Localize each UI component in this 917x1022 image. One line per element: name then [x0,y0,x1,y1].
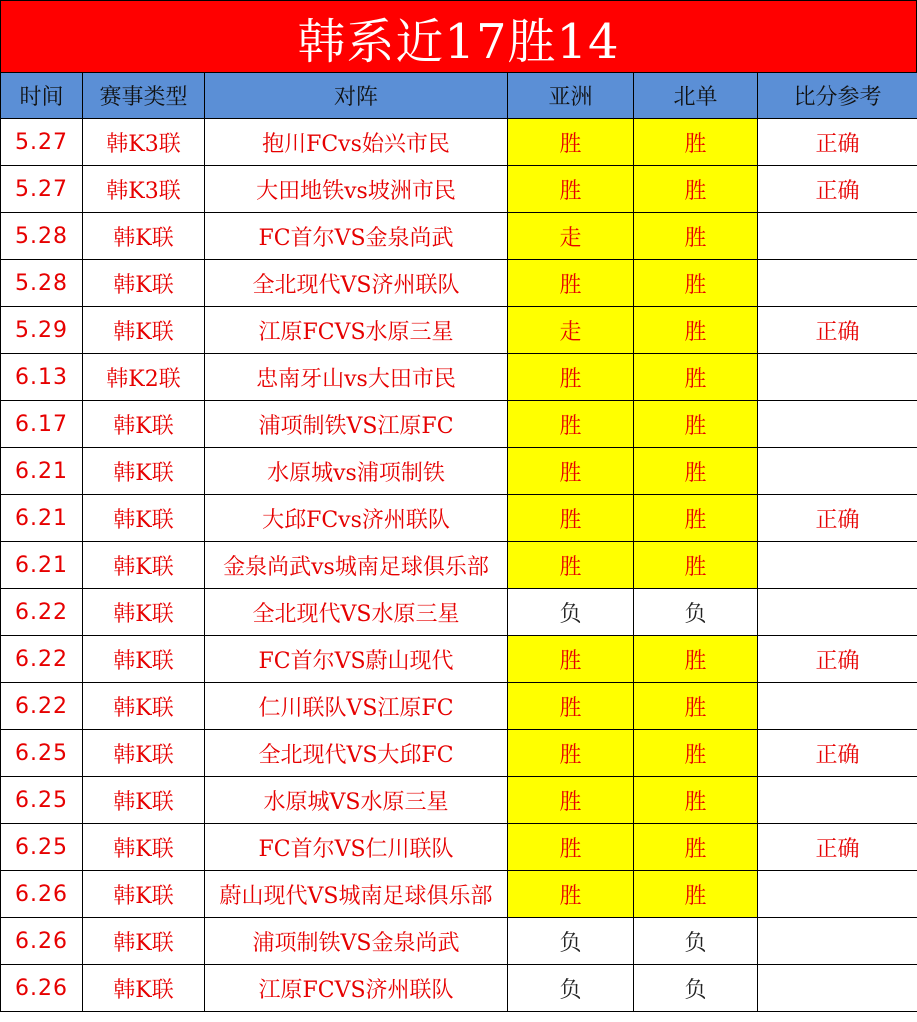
match-cell: 浦项制铁VS金泉尚武 [205,918,508,965]
match-cell: 全北现代VS大邱FC [205,730,508,777]
date-cell: 6.13 [1,354,83,401]
beidan-result-cell: 胜 [634,495,758,542]
score-ref-cell [758,777,917,824]
table-row [1,777,917,824]
beidan-result-cell: 胜 [634,636,758,683]
table-row [1,730,917,777]
beidan-result-cell: 胜 [634,213,758,260]
match-cell: 全北现代VS水原三星 [205,589,508,636]
results-table [0,72,917,1012]
match-cell: 金泉尚武vs城南足球俱乐部 [205,542,508,589]
date-cell: 6.22 [1,589,83,636]
score-ref-cell [758,683,917,730]
beidan-result-cell: 胜 [634,354,758,401]
date-cell: 6.22 [1,636,83,683]
score-ref-cell [758,965,917,1012]
date-cell: 6.25 [1,824,83,871]
league-type-cell: 韩K联 [83,495,205,542]
date-cell: 6.21 [1,495,83,542]
match-cell: 仁川联队VS江原FC [205,683,508,730]
beidan-result-cell: 胜 [634,542,758,589]
table-row [1,213,917,260]
asia-result-cell: 胜 [508,495,634,542]
asia-result-cell: 胜 [508,824,634,871]
score-ref-cell: 正确 [758,730,917,777]
match-cell: FC首尔VS仁川联队 [205,824,508,871]
asia-result-cell: 胜 [508,260,634,307]
date-cell: 5.27 [1,119,83,166]
score-ref-cell: 正确 [758,495,917,542]
league-type-cell: 韩K联 [83,636,205,683]
date-cell: 6.17 [1,401,83,448]
asia-result-cell: 胜 [508,448,634,495]
league-type-cell: 韩K3联 [83,166,205,213]
table-row [1,401,917,448]
score-ref-cell [758,354,917,401]
asia-result-cell: 胜 [508,401,634,448]
match-cell: 蔚山现代VS城南足球俱乐部 [205,871,508,918]
date-cell: 6.22 [1,683,83,730]
match-cell: 大田地铁vs坡洲市民 [205,166,508,213]
match-cell: 江原FCVS济州联队 [205,965,508,1012]
asia-result-cell: 走 [508,213,634,260]
date-cell: 5.29 [1,307,83,354]
asia-result-cell: 胜 [508,354,634,401]
date-cell: 5.27 [1,166,83,213]
league-type-cell: 韩K联 [83,448,205,495]
table-row [1,636,917,683]
league-type-cell: 韩K联 [83,965,205,1012]
match-cell: 浦项制铁VS江原FC [205,401,508,448]
match-cell: 大邱FCvs济州联队 [205,495,508,542]
score-ref-cell [758,542,917,589]
beidan-result-cell: 负 [634,965,758,1012]
date-cell: 6.25 [1,730,83,777]
date-cell: 6.25 [1,777,83,824]
league-type-cell: 韩K联 [83,260,205,307]
score-ref-cell: 正确 [758,166,917,213]
table-row [1,166,917,213]
league-type-cell: 韩K联 [83,589,205,636]
beidan-result-cell: 胜 [634,871,758,918]
date-cell: 6.21 [1,448,83,495]
league-type-cell: 韩K联 [83,918,205,965]
score-ref-cell: 正确 [758,307,917,354]
league-type-cell: 韩K联 [83,401,205,448]
table-row [1,354,917,401]
table-row [1,307,917,354]
header-beidan: 北单 [634,73,758,119]
table-row [1,918,917,965]
league-type-cell: 韩K联 [83,730,205,777]
table-row [1,495,917,542]
league-type-cell: 韩K联 [83,871,205,918]
match-cell: 全北现代VS济州联队 [205,260,508,307]
score-ref-cell [758,589,917,636]
beidan-result-cell: 胜 [634,166,758,213]
score-ref-cell [758,871,917,918]
asia-result-cell: 胜 [508,166,634,213]
match-cell: 忠南牙山vs大田市民 [205,354,508,401]
score-ref-cell [758,918,917,965]
beidan-result-cell: 胜 [634,683,758,730]
asia-result-cell: 胜 [508,871,634,918]
table-row [1,542,917,589]
header-type: 赛事类型 [83,73,205,119]
date-cell: 5.28 [1,213,83,260]
beidan-result-cell: 胜 [634,307,758,354]
table-row [1,448,917,495]
score-ref-cell: 正确 [758,119,917,166]
score-ref-cell [758,401,917,448]
asia-result-cell: 胜 [508,683,634,730]
match-cell: 江原FCVS水原三星 [205,307,508,354]
beidan-result-cell: 胜 [634,260,758,307]
table-row [1,589,917,636]
asia-result-cell: 负 [508,589,634,636]
date-cell: 6.26 [1,965,83,1012]
header-score-ref: 比分参考 [758,73,917,119]
score-ref-cell: 正确 [758,636,917,683]
league-type-cell: 韩K联 [83,683,205,730]
table-body [1,119,917,1012]
asia-result-cell: 负 [508,918,634,965]
league-type-cell: 韩K联 [83,542,205,589]
date-cell: 6.26 [1,918,83,965]
beidan-result-cell: 胜 [634,448,758,495]
date-cell: 5.28 [1,260,83,307]
asia-result-cell: 胜 [508,777,634,824]
date-cell: 6.26 [1,871,83,918]
header-match: 对阵 [205,73,508,119]
table-row [1,824,917,871]
match-cell: FC首尔VS蔚山现代 [205,636,508,683]
league-type-cell: 韩K联 [83,824,205,871]
header-row [1,73,917,119]
table-row [1,871,917,918]
league-type-cell: 韩K3联 [83,119,205,166]
asia-result-cell: 走 [508,307,634,354]
asia-result-cell: 负 [508,965,634,1012]
asia-result-cell: 胜 [508,119,634,166]
score-ref-cell [758,213,917,260]
asia-result-cell: 胜 [508,636,634,683]
header-date: 时间 [1,73,83,119]
asia-result-cell: 胜 [508,542,634,589]
table-row [1,260,917,307]
table-header [1,73,917,119]
asia-result-cell: 胜 [508,730,634,777]
league-type-cell: 韩K2联 [83,354,205,401]
score-ref-cell [758,260,917,307]
table-row [1,119,917,166]
league-type-cell: 韩K联 [83,213,205,260]
beidan-result-cell: 胜 [634,824,758,871]
league-type-cell: 韩K联 [83,777,205,824]
score-ref-cell: 正确 [758,824,917,871]
beidan-result-cell: 负 [634,589,758,636]
match-cell: FC首尔VS金泉尚武 [205,213,508,260]
header-asia: 亚洲 [508,73,634,119]
match-cell: 水原城VS水原三星 [205,777,508,824]
beidan-result-cell: 负 [634,918,758,965]
beidan-result-cell: 胜 [634,730,758,777]
page-title: 韩系近17胜14 [0,0,917,73]
match-cell: 抱川FCvs始兴市民 [205,119,508,166]
beidan-result-cell: 胜 [634,401,758,448]
beidan-result-cell: 胜 [634,777,758,824]
beidan-result-cell: 胜 [634,119,758,166]
table-row [1,683,917,730]
match-cell: 水原城vs浦项制铁 [205,448,508,495]
score-ref-cell [758,448,917,495]
league-type-cell: 韩K联 [83,307,205,354]
date-cell: 6.21 [1,542,83,589]
table-row [1,965,917,1012]
